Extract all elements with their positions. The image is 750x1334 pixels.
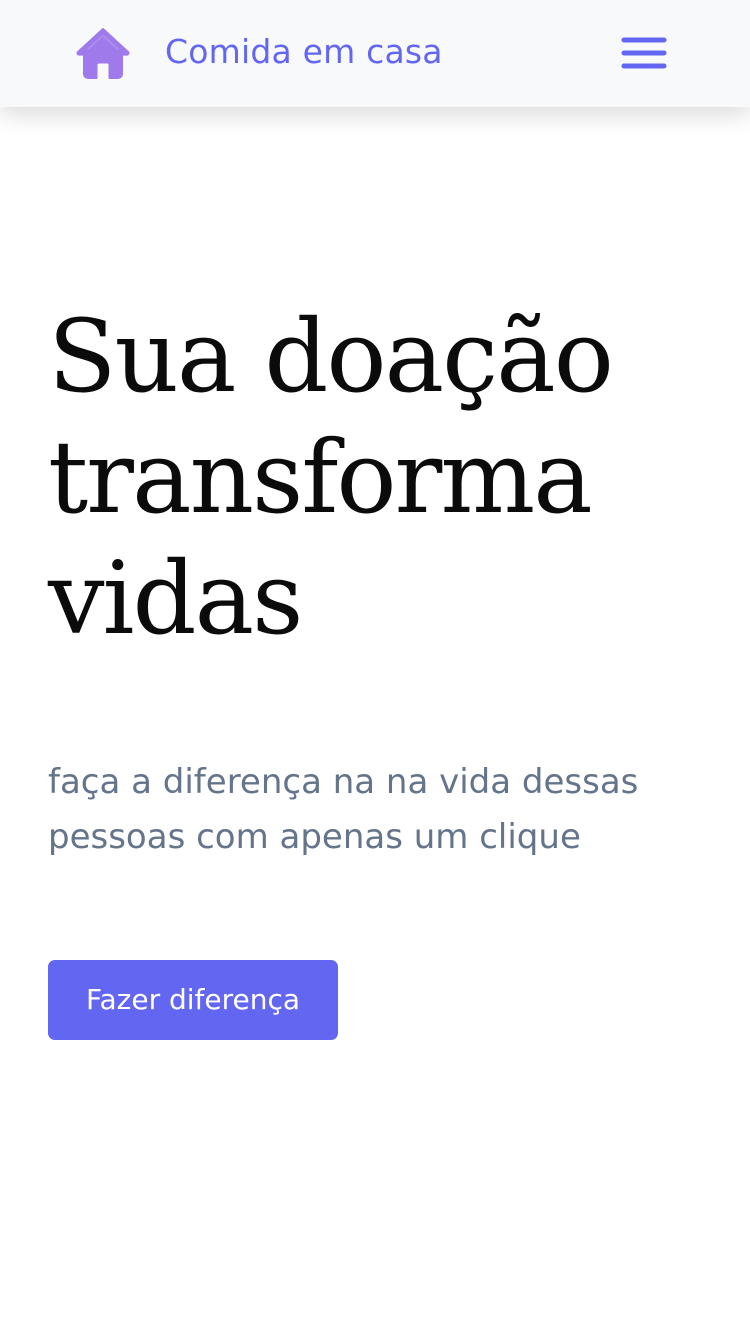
hamburger-menu-icon xyxy=(620,36,668,72)
hero-subtitle: faça a diferença na na vida dessas pessoas com apenas um clique xyxy=(48,762,639,857)
home-icon xyxy=(76,27,130,79)
home-link[interactable] xyxy=(76,27,130,79)
donate-button[interactable]: Fazer diferença xyxy=(48,960,338,1040)
top-navbar xyxy=(0,0,750,107)
hero-title xyxy=(48,296,728,659)
hero-title-line: vidas xyxy=(48,540,302,657)
hero-title-line: Sua doação xyxy=(48,298,612,415)
hero-title-line: transforma xyxy=(48,419,591,536)
menu-button[interactable] xyxy=(620,36,668,72)
brand-name[interactable]: Comida em casa xyxy=(165,32,443,71)
